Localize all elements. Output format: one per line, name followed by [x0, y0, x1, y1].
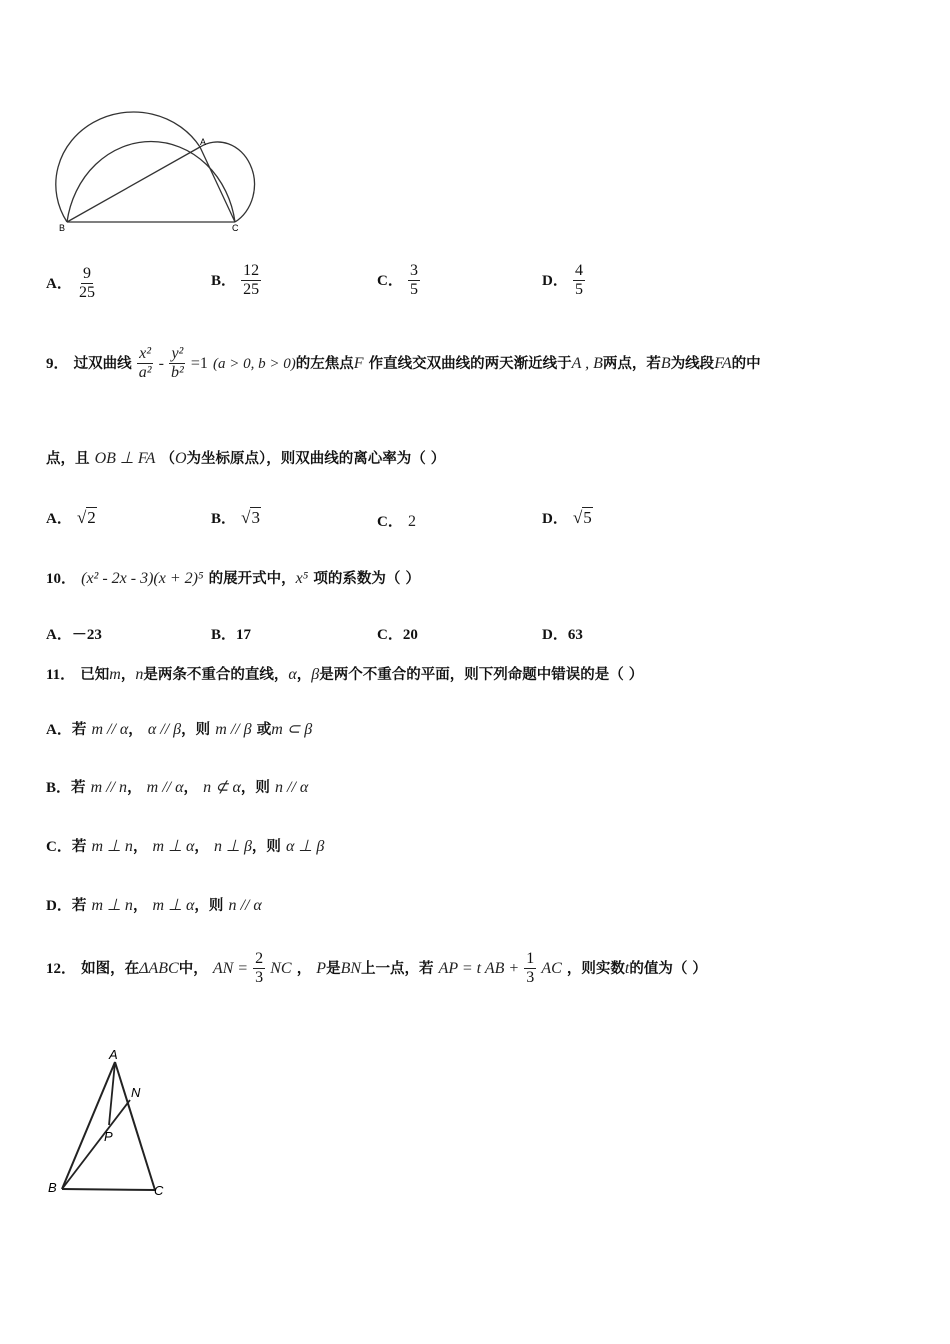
q10-option-a[interactable]: A．－23: [46, 627, 102, 643]
q8-option-b[interactable]: B． $\frac{12}{25}$: [211, 262, 260, 298]
figure-semicircles: [50, 95, 265, 240]
q10-stem: 10． (x² - 2x - 3)(x + 2)⁵ 的展开式中，x⁵ 项的系数为（ ）: [46, 570, 420, 587]
inner-arc: [56, 112, 200, 222]
label-B: B: [48, 1180, 57, 1195]
q11-stem: 11． 已知m，n是两条不重合的直线，α，β是两个不重合的平面，则下列命题中错误的是（ ）: [46, 666, 644, 683]
label-N: N: [131, 1085, 141, 1100]
label-A: A: [200, 137, 207, 147]
q11-option-c[interactable]: C．若 m ⊥ n， m ⊥ α， n ⊥ β，则 α ⊥ β: [46, 838, 325, 855]
side-AB: [62, 1062, 115, 1189]
q9-option-a[interactable]: A． √2: [46, 508, 96, 527]
side-AC: [115, 1062, 155, 1190]
q9-line2: 点，且 OB ⊥ FA （O为坐标原点），则双曲线的离心率为（ ）: [46, 450, 446, 467]
q8-option-d[interactable]: D． $\frac{4}{5}$: [542, 262, 583, 298]
label-C: C: [154, 1183, 164, 1198]
label-P: P: [104, 1129, 113, 1144]
q10-option-d[interactable]: D．63: [542, 627, 583, 643]
label-C: C: [232, 223, 239, 233]
segment-BN: [62, 1100, 130, 1189]
label-A: A: [109, 1047, 118, 1062]
q8-option-a[interactable]: A． $\frac{9}{25}$: [46, 265, 95, 301]
figure-triangle: [40, 1040, 180, 1200]
q9-option-d[interactable]: D． √5: [542, 508, 592, 527]
q9-option-c[interactable]: C． 2: [377, 513, 416, 530]
large-arc: [67, 142, 235, 222]
q11-option-b[interactable]: B．若 m // n， m // α， n ⊄ α，则 n // α: [46, 779, 309, 796]
q10-option-c[interactable]: C．20: [377, 627, 418, 643]
segment-AC: [200, 147, 235, 222]
q9-line1: 9． 过双曲线 $\frac{\text{x²}}{\text{a²}}$ - $\frac{\text{y²}}{\text{b²}}$ =1 (a > 0, b > 0)的左焦点F 作直线交双曲线的两天渐近线于A , B两点，若B为线段FA的中: [46, 345, 761, 381]
q11-option-a[interactable]: A．若 m // α， α // β，则 m // β 或m ⊂ β: [46, 721, 313, 738]
q9-option-b[interactable]: B． √3: [211, 508, 260, 527]
q10-option-b[interactable]: B．17: [211, 627, 252, 643]
label-B: B: [59, 223, 66, 233]
q11-option-d[interactable]: D．若 m ⊥ n， m ⊥ α，则 n // α: [46, 897, 262, 914]
side-BC: [62, 1189, 155, 1190]
small-arc: [200, 142, 254, 222]
segment-BA: [67, 147, 200, 222]
q12-stem: 12． 如图，在ΔABC中， AN = $\frac{2}{3}$ NC ， P是BN上一点，若 AP = t AB + $\frac{1}{3}$ AC ，则实数t的值为（ ）: [46, 950, 707, 986]
q8-option-c[interactable]: C． $\frac{3}{5}$: [377, 262, 418, 298]
